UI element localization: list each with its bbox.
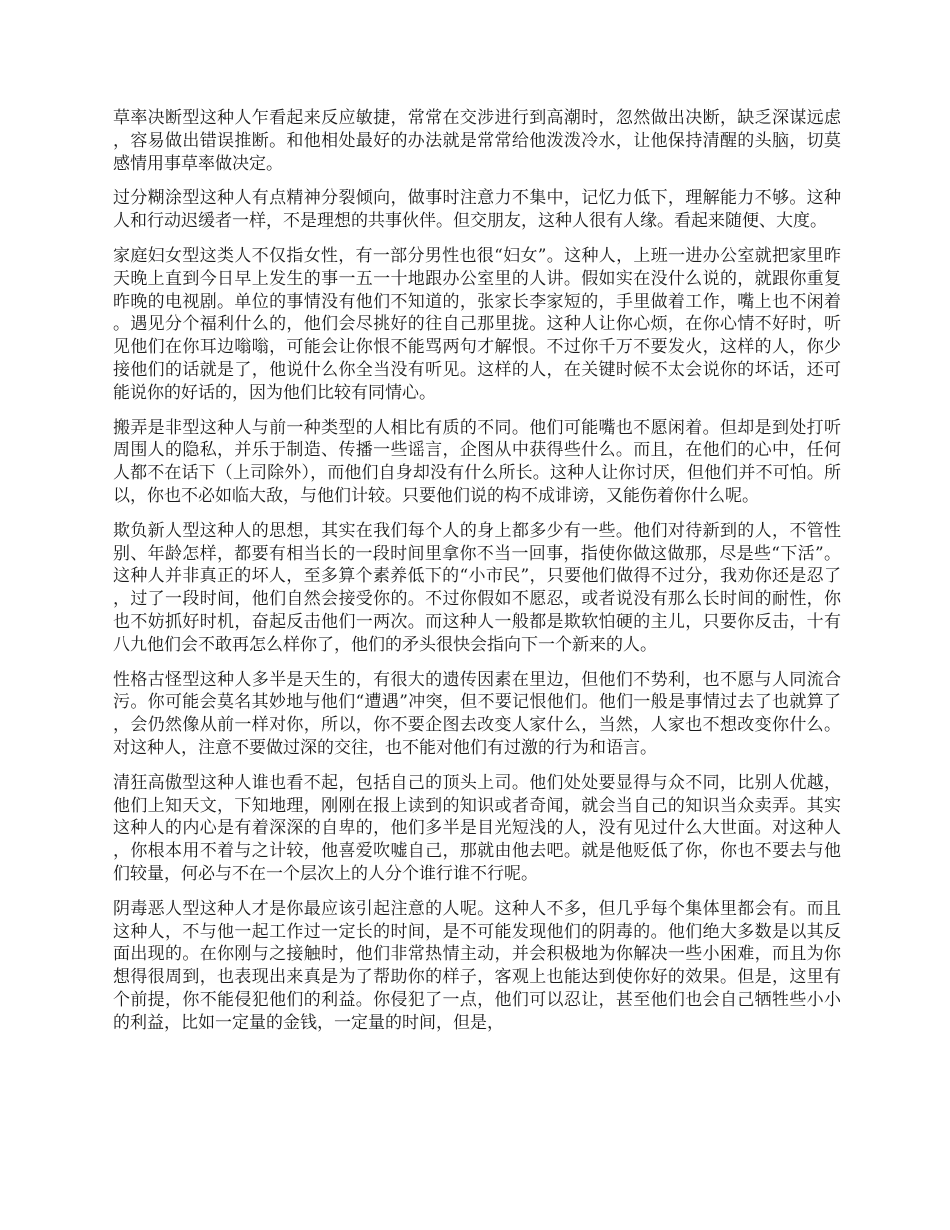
paragraph-housewife-type: 家庭妇女型这类人不仅指女性，有一部分男性也很“妇女”。这种人，上班一进办公室就把家里昨天晚上直到今日早上发生的事一五一十地跟办公室里的人讲。假如实在没什么说的，就跟你重复昨晚的电视剧。单位的事情没有他们不知道的，张家长李家短的，手里做着工作，嘴上也不闲着。遇见分个福利什么的，他们会尽挑好的往自己那里拢。这种人让你心烦，在你心情不好时，听见他们在你耳边嗡嗡，可能会让你恨不能骂两句才解恨。不过你千万不要发火，这样的人，你少接他们的话就是了，他说什么你全当没有听见。这样的人，在关键时候不太会说你的坏话，还可能说你的好话的，因为他们比较有同情心。 <box>113 245 841 403</box>
paragraph-bully-newcomer-type: 欺负新人型这种人的思想，其实在我们每个人的身上都多少有一些。他们对待新到的人，不管性别、年龄怎样，都要有相当长的一段时间里拿你不当一回事，指使你做这做那，尽是些“下活”。这种人并非真正的坏人，至多算个素养低下的“小市民”，只要他们做得不过分，我劝你还是忍了，过了一段时间，他们自然会接受你的。不过你假如不愿忍，或者说没有那么长时间的耐性，你也不妨抓好时机，奋起反击他们一两次。而这种人一般都是欺软怕硬的主儿，只要你反击，十有八九他们会不敢再怎么样你了，他们的矛头很快会指向下一个新来的人。 <box>113 520 841 655</box>
paragraph-eccentric-type: 性格古怪型这种人多半是天生的，有很大的遗传因素在里边，但他们不势利，也不愿与人同流合污。你可能会莫名其妙地与他们“遭遇”冲突，但不要记恨他们。他们一般是事情过去了也就算了，会仍然像从前一样对你，所以，你不要企图去改变人家什么，当然，人家也不想改变你什么。对这种人，注意不要做过深的交往，也不能对他们有过激的行为和语言。 <box>113 669 841 758</box>
paragraph-arrogant-type: 清狂高傲型这种人谁也看不起，包括自己的顶头上司。他们处处要显得与众不同，比别人优越，他们上知天文，下知地理，刚刚在报上读到的知识或者奇闻，就会当自己的知识当众卖弄。其实这种人的内心是有着深深的自卑的，他们多半是目光短浅的人，没有见过什么大世面。对这种人，你根本用不着与之计较，他喜爱吹嘘自己，那就由他去吧。就是他贬低了你，你也不要去与他们较量，何必与不在一个层次上的人分个谁行谁不行呢。 <box>113 772 841 884</box>
document-body <box>113 107 841 1046</box>
paragraph-rash-decision-type: 草率决断型这种人乍看起来反应敏捷，常常在交涉进行到高潮时，忽然做出决断，缺乏深谋远虑，容易做出错误推断。和他相处最好的办法就是常常给他泼泼冷水，让他保持清醒的头脑，切莫感情用事草率做决定。 <box>113 108 841 174</box>
paragraph-muddled-type: 过分糊涂型这种人有点精神分裂倾向，做事时注意力不集中，记忆力低下，理解能力不够。这种人和行动迟缓者一样，不是理想的共事伙伴。但交朋友，这种人很有人缘。看起来随便、大度。 <box>113 188 841 232</box>
paragraph-gossip-type: 搬弄是非型这种人与前一种类型的人相比有质的不同。他们可能嘴也不愿闲着。但却是到处打听周围人的隐私，并乐于制造、传播一些谣言，企图从中获得些什么。而且，在他们的心中，任何人都不在话下（上司除外），而他们自身却没有什么所长。这种人让你讨厌，但他们并不可怕。所以，你也不必如临大敌，与他们计较。只要他们说的构不成诽谤，又能伤着你什么呢。 <box>113 417 841 506</box>
paragraph-vicious-type: 阴毒恶人型这种人才是你最应该引起注意的人呢。这种人不多，但几乎每个集体里都会有。而且这种人，不与他一起工作过一定长的时间，是不可能发现他们的阴毒的。他们绝大多数是以其反面出现的。在你刚与之接触时，他们非常热情主动，并会积极地为你解决一些小困难，而且为你想得很周到，也表现出来真是为了帮助你的样子，客观上也能达到使你好的效果。但是，这里有个前提，你不能侵犯他们的利益。你侵犯了一点，他们可以忍让，甚至他们也会自己牺牲些小小的利益，比如一定量的金钱，一定量的时间，但是， <box>113 898 841 1033</box>
